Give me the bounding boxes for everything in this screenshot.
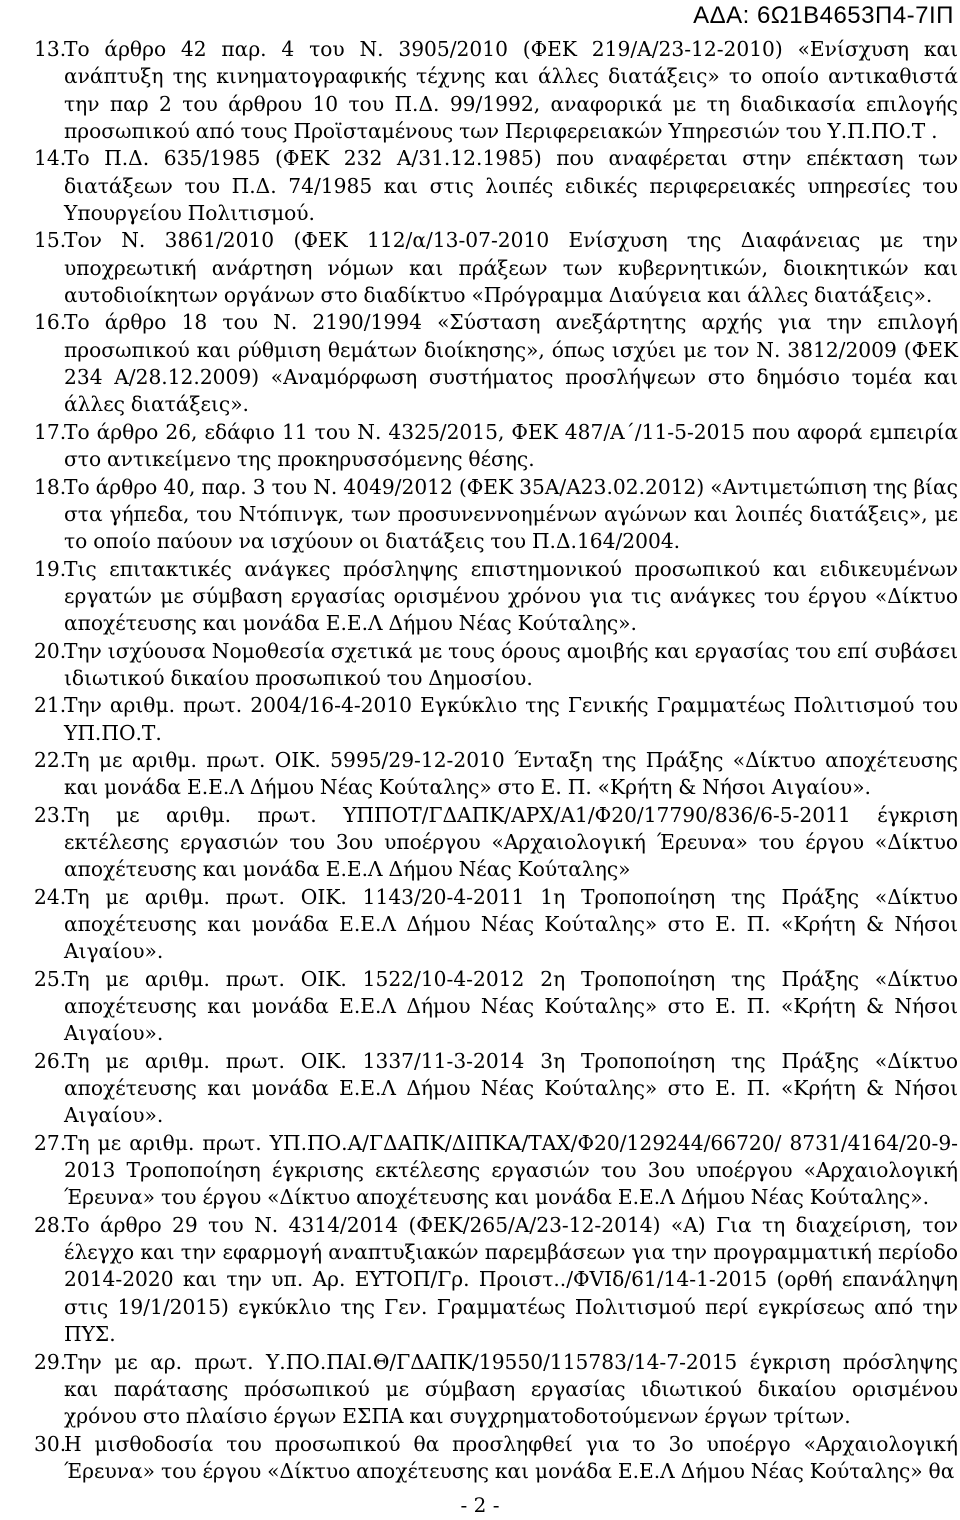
item-number: 13. bbox=[34, 37, 67, 61]
item-number: 15. bbox=[34, 228, 67, 253]
numbered-item bbox=[34, 309, 958, 418]
item-number: 25. bbox=[34, 966, 67, 991]
numbered-item bbox=[34, 227, 958, 309]
item-number: 18. bbox=[34, 474, 67, 499]
item-number: 23. bbox=[34, 802, 67, 827]
item-text: Τις επιτακτικές ανάγκες πρόσληψης επιστημονικού προσωπικού και ειδικευμένων εργατών με σύμβαση εργασίας ορισμένου χρόνου για τις ανάγκες του έργου «Δίκτυο αποχέτευσης και μονάδα Ε.Ε.Λ Δήμου Νέας Κούταλης». bbox=[64, 556, 958, 636]
item-number: 29. bbox=[34, 1349, 67, 1374]
item-text: Τη με αριθμ. πρωτ. ΟΙΚ. 5995/29-12-2010 Ένταξη της Πράξης «Δίκτυο αποχέτευσης και μονάδα Ε.Ε.Λ Δήμου Νέας Κούταλης» στο Ε. Π. «Κρήτη & Νήσοι Αιγαίου». bbox=[64, 747, 958, 800]
numbered-item bbox=[34, 966, 958, 1048]
item-text: Το άρθρο 40, παρ. 3 του Ν. 4049/2012 (ΦΕΚ 35Α/Α23.02.2012) «Αντιμετώπιση της βίας στα γήπεδα, του Ντόπινγκ, των προσυνεννοημένων αγώνων και λοιπές διατάξεις», με το οποίο παύουν να ισχύουν οι διατάξεις του Π.Δ.164/2004. bbox=[64, 474, 958, 554]
item-number: 28. bbox=[34, 1212, 67, 1237]
item-text: Τη με αριθμ. πρωτ. ΟΙΚ. 1522/10-4-2012 2η Τροποποίηση της Πράξης «Δίκτυο αποχέτευσης και μονάδα Ε.Ε.Λ Δήμου Νέας Κούταλης» στο Ε. Π. «Κρήτη & Νήσοι Αιγαίου». bbox=[64, 966, 958, 1046]
numbered-item bbox=[34, 36, 958, 145]
ada-code: ΑΔΑ: 6Ω1Β4653Π4-7ΙΠ bbox=[693, 2, 954, 29]
item-number: 27. bbox=[34, 1130, 67, 1155]
numbered-item bbox=[34, 1349, 958, 1431]
item-number: 19. bbox=[34, 556, 67, 581]
item-number: 14. bbox=[34, 146, 67, 171]
item-text: Το άρθρο 18 του Ν. 2190/1994 «Σύσταση ανεξάρτητης αρχής για την επιλογή προσωπικού και ρύθμιση θεμάτων διοίκησης», όπως ισχύει με τον Ν. 3812/2009 (ΦΕΚ 234 Α/28.12.2009) «Αναμόρφωση συστήματος προσλήψεων στο δημόσιο τομέα και άλλες διατάξεις». bbox=[64, 310, 958, 417]
item-number: 30. bbox=[34, 1431, 67, 1456]
document-body bbox=[34, 36, 958, 1485]
item-number: 21. bbox=[34, 693, 67, 718]
item-text: Το άρθρο 29 του Ν. 4314/2014 (ΦΕΚ/265/Α/23-12-2014) «Α) Για τη διαχείριση, τον έλεγχο και την εφαρμογή αναπτυξιακών παρεμβάσεων για την προγραμματική περίοδο 2014-2020 και την υπ. Αρ. ΕΥΤΟΠ/Γρ. Προιστ../ΦVΙδ/61/14-1-2015 (ορθή επανάληψη στις 19/1/2015) εγκύκλιο της Γεν. Γραμματέως Πολιτισμού περί εγκρίσεως από την ΠΥΣ. bbox=[64, 1212, 958, 1347]
item-text: Το άρθρο 26, εδάφιο 11 του Ν. 4325/2015, ΦΕΚ 487/Α΄/11-5-2015 που αφορά εμπειρία στο αντικείμενο της προκηρυσσόμενης θέσης. bbox=[64, 419, 958, 472]
item-text: Την αριθμ. πρωτ. 2004/16-4-2010 Εγκύκλιο της Γενικής Γραμματέως Πολιτισμού του ΥΠ.ΠΟ.Τ. bbox=[64, 693, 958, 745]
item-text: Το Π.Δ. 635/1985 (ΦΕΚ 232 Α/31.12.1985) που αναφέρεται στην επέκταση των διατάξεων του Π.Δ. 74/1985 και στις λοιπές ειδικές περιφερειακές υπηρεσίες του Υπουργείου Πολιτισμού. bbox=[64, 146, 958, 226]
numbered-item bbox=[34, 802, 958, 884]
item-text: Τη με αριθμ. πρωτ. ΟΙΚ. 1143/20-4-2011 1η Τροποποίηση της Πράξης «Δίκτυο αποχέτευσης και μονάδα Ε.Ε.Λ Δήμου Νέας Κούταλης» στο Ε. Π. «Κρήτη & Νήσοι Αιγαίου». bbox=[64, 884, 958, 964]
numbered-item bbox=[34, 1048, 958, 1130]
numbered-item bbox=[34, 692, 958, 747]
numbered-item bbox=[34, 474, 958, 556]
item-text: Τη με αριθμ. πρωτ. ΥΠΠΟΤ/ΓΔΑΠΚ/ΑΡΧ/Α1/Φ20/17790/836/6-5-2011 έγκριση εκτέλεσης εργασιών του 3ου υποέργου «Αρχαιολογική Έρευνα» του έργου «Δίκτυο αποχέτευσης και μονάδα Ε.Ε.Λ Δήμου Νέας Κούταλης» bbox=[64, 802, 958, 882]
item-text: Την ισχύουσα Νομοθεσία σχετικά με τους όρους αμοιβής και εργασίας του επί συβάσει ιδιωτικού δικαίου προσωπικού του Δημοσίου. bbox=[64, 638, 958, 690]
numbered-item bbox=[34, 145, 958, 227]
item-text: Τη με αριθμ. πρωτ. ΥΠ.ΠΟ.Α/ΓΔΑΠΚ/ΔΙΠΚΑ/ΤΑΧ/Φ20/129244/66720/ 8731/4164/20-9-2013 Τροποποίηση έγκρισης εκτέλεσης εργασιών του 3ου υποέργου «Αρχαιολογική Έρευνα» του έργου «Δίκτυο αποχέτευσης και μονάδα Ε.Ε.Λ Δήμου Νέας Κούταλης». bbox=[64, 1130, 958, 1210]
item-text: Την με αρ. πρωτ. Υ.ΠΟ.ΠΑΙ.Θ/ΓΔΑΠΚ/19550/115783/14-7-2015 έγκριση πρόσληψης και παράτασης πρόσωπικού με σύμβαση εργασίας ιδιωτικού δικαίου ορισμένου χρόνου στο πλαίσιο έργων ΕΣΠΑ και συγχρηματοδοτούμενων έργων τρίτων. bbox=[64, 1349, 958, 1429]
item-number: 22. bbox=[34, 747, 67, 772]
numbered-item bbox=[34, 1212, 958, 1349]
item-text: Το άρθρο 42 παρ. 4 του Ν. 3905/2010 (ΦΕΚ 219/Α/23-12-2010) «Ενίσχυση και ανάπτυξη της κινηματογραφικής τέχνης και άλλες διατάξεις» το οποίο αντικαθιστά την παρ 2 του άρθρου 10 του Π.Δ. 99/1992, αναφορικά με τη διαδικασία επιλογής προσωπικού από τους Προϊσταμένους των Περιφερειακών Υπηρεσιών του Υ.Π.ΠΟ.Τ . bbox=[64, 37, 958, 144]
item-number: 17. bbox=[34, 419, 67, 444]
numbered-item bbox=[34, 1431, 958, 1486]
numbered-item bbox=[34, 884, 958, 966]
numbered-item bbox=[34, 556, 958, 638]
numbered-item bbox=[34, 747, 958, 802]
numbered-item bbox=[34, 419, 958, 474]
item-number: 20. bbox=[34, 638, 67, 663]
page-number: - 2 - bbox=[460, 1493, 500, 1517]
item-text: Τη με αριθμ. πρωτ. ΟΙΚ. 1337/11-3-2014 3η Τροποποίηση της Πράξης «Δίκτυο αποχέτευσης και μονάδα Ε.Ε.Λ Δήμου Νέας Κούταλης» στο Ε. Π. «Κρήτη & Νήσοι Αιγαίου». bbox=[64, 1048, 958, 1128]
item-number: 24. bbox=[34, 884, 67, 909]
item-number: 26. bbox=[34, 1048, 67, 1073]
numbered-item bbox=[34, 638, 958, 693]
item-text: Τον Ν. 3861/2010 (ΦΕΚ 112/α/13-07-2010 Ενίσχυση της Διαφάνειας με την υποχρεωτική ανάρτηση νόμων και πράξεων των κυβερνητικών, διοικητικών και αυτοδιοίκητων οργάνων στο διαδίκτυο «Πρόγραμμα Διαύγεια και άλλες διατάξεις». bbox=[64, 228, 958, 308]
numbered-item bbox=[34, 1130, 958, 1212]
item-text: Η μισθοδοσία του προσωπικού θα προσληφθεί για το 3ο υποέργο «Αρχαιολογική Έρευνα» του έργου «Δίκτυο αποχέτευσης και μονάδα Ε.Ε.Λ Δήμου Νέας Κούταλης» θα bbox=[64, 1431, 958, 1483]
item-number: 16. bbox=[34, 310, 67, 335]
